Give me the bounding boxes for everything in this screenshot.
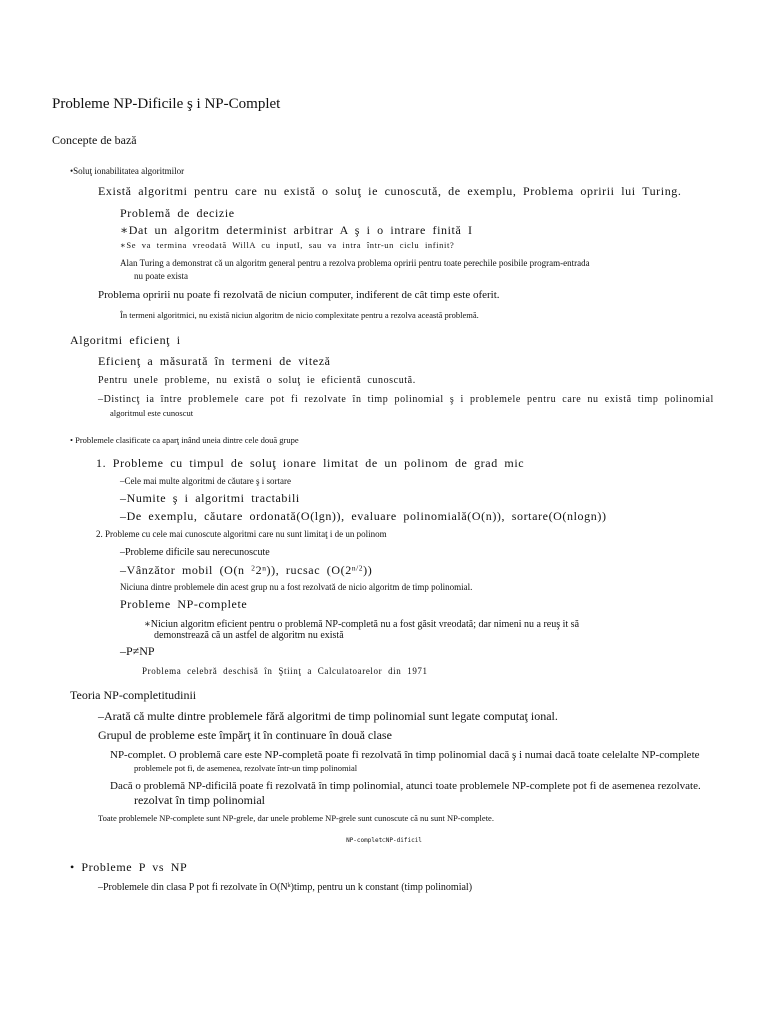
text-line: nu poate exista — [134, 271, 188, 281]
list-item: 2. Probleme cu cele mai cunoscute algoritmi care nu sunt limitaţ i de un polinom — [96, 529, 387, 539]
text-line: Pentru unele probleme, nu există o soluţ ie eficientă cunoscută. — [98, 375, 416, 386]
superscript: 2 — [251, 563, 256, 573]
text-line: algoritmul este cunoscut — [110, 408, 194, 418]
text-line — [98, 882, 472, 894]
formula-text: )timp, pentru un k constant (timp polinomial) — [290, 882, 473, 893]
section-heading: Teoria NP-completitudinii — [70, 688, 197, 702]
text-line: rezolvat în timp polinomial — [134, 793, 265, 807]
list-item — [120, 564, 372, 578]
text-line: NP-complet. O problemă care este NP-completă poate fi rezolvată în timp polinomial dacă ş i numai dacă toate celelalte NP-complete — [110, 749, 700, 761]
text-line: ∗Niciun algoritm eficient pentru o problemă NP-completă nu a fost găsit vreodată; dar nimeni nu a reuş it să — [144, 619, 580, 630]
page-title: Probleme NP-Dificile ş i NP-Complet — [52, 96, 281, 112]
text-line: demonstrează că un astfel de algoritm nu există — [154, 630, 344, 641]
text-line: ∗Dat un algoritm determinist arbitrar A ş i o intrare finită I — [120, 223, 473, 237]
text-line: –Distincţ ia între problemele care pot fi rezolvate în timp polinomial ş i problemele pentru care nu există timp polinomial — [98, 394, 714, 405]
superscript: k — [287, 882, 291, 890]
section-subtitle: Concepte de bază — [52, 133, 137, 147]
list-item: –Probleme dificile sau nerecunoscute — [120, 547, 270, 558]
bullet-classification: • Problemele clasificate ca aparţ inând uneia dintre cele două grupe — [70, 435, 299, 445]
formula-text: –Vânzător mobil (O(n — [120, 563, 252, 577]
text-line: Eficienţ a măsurată în termeni de viteză — [98, 354, 331, 368]
text-line: problemele pot fi, de asemenea, rezolvate într-un timp polinomial — [134, 763, 358, 773]
text-line: ∗Se va termina vreodată WillA cu inputI, sau va intra într-un ciclu infinit? — [120, 240, 455, 250]
text-line: Problema opririi nu poate fi rezolvată de niciun computer, indiferent de cât timp este oferit. — [98, 289, 500, 301]
text-line: Grupul de probleme este împărţ it în continuare în două clase — [98, 728, 392, 742]
bullet-solvability: •Soluţ ionabilitatea algoritmilor — [70, 166, 185, 176]
text-line: Toate problemele NP-complete sunt NP-grele, dar unele probleme NP-grele sunt cunoscute că nu sunt NP-complete. — [98, 813, 494, 823]
subheading: Probleme NP-complete — [120, 597, 248, 611]
section-heading: Algoritmi eficienţ i — [70, 333, 181, 347]
text-line: Există algoritmi pentru care nu există o soluţ ie cunoscută, de exemplu, Problema opririi lui Turing. — [98, 184, 682, 198]
list-item: –Numite ş i algoritmi tractabili — [120, 491, 300, 505]
superscript: n — [262, 563, 267, 573]
formula: NP-complet⊂NP-dificil — [346, 837, 422, 844]
text-line: Alan Turing a demonstrat că un algoritm general pentru a rezolva problema opririi pentru toate perechile posibile program-entrada — [120, 258, 590, 268]
formula-text: –Problemele din clasa P pot fi rezolvate în O(N — [98, 882, 288, 893]
list-item: 1. Probleme cu timpul de soluţ ionare limitat de un polinom de grad mic — [96, 456, 525, 470]
formula-text: 2 — [255, 563, 263, 577]
text-line: –Arată că multe dintre problemele fără algoritmi de timp polinomial sunt legate computaţ ional. — [98, 709, 558, 723]
superscript: n/2 — [351, 563, 364, 573]
list-item: –Cele mai multe algoritmi de căutare ş i sortare — [120, 476, 291, 486]
formula-text: )) — [363, 563, 373, 577]
text-line: Problemă de decizie — [120, 206, 235, 220]
list-item: –De exemplu, căutare ordonată(O(lgn)), evaluare polinomială(O(n)), sortare(O(nlogn)) — [120, 509, 607, 523]
text-line: Niciuna dintre problemele din acest grup nu a fost rezolvată de nicio algoritm de timp polinomial. — [120, 582, 473, 592]
bullet-p-vs-np: • Probleme P vs NP — [70, 860, 188, 874]
text-line: –P≠NP — [120, 644, 155, 658]
formula-text: )), rucsac (O(2 — [266, 563, 352, 577]
text-line: Problema celebră deschisă în Ştiinţ a Calculatoarelor din 1971 — [142, 666, 428, 676]
text-line: În termeni algoritmici, nu există niciun algoritm de nicio complexitate pentru a rezolva această problemă. — [120, 310, 479, 320]
text-line: Dacă o problemă NP-dificilă poate fi rezolvată în timp polinomial, atunci toate problemele NP-complete pot fi de asemenea rezolvate. — [110, 780, 701, 792]
